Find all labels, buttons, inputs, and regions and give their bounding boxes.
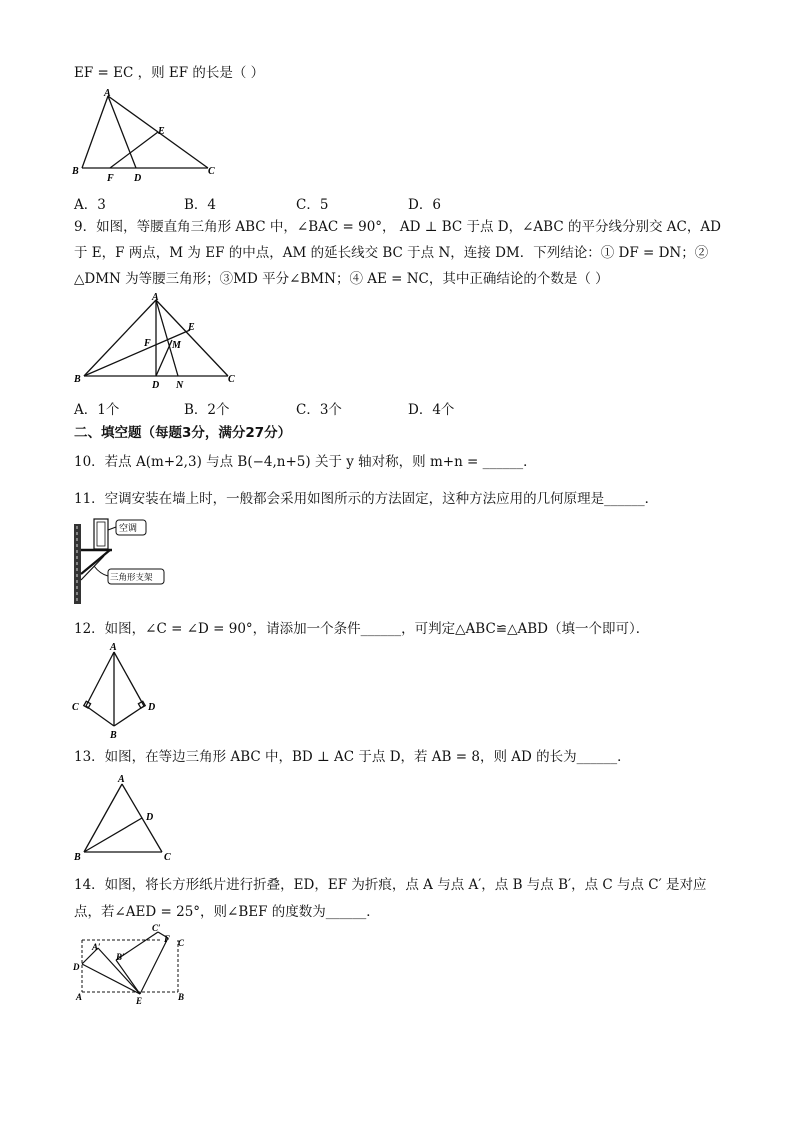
q14-label-b: B	[178, 992, 185, 1002]
q13-label-c: C	[164, 852, 171, 863]
q14-figure	[70, 920, 200, 1006]
q9-text-line1: 9．如图，等腰直角三角形 ABC 中，∠BAC = 90°， AD ⊥ BC 于点 D，∠ABC 的平分线分别交 AC，AD	[74, 219, 721, 235]
q12-label-a: A	[110, 642, 117, 653]
q8-label-f: F	[107, 173, 114, 184]
q12-label-b: B	[110, 730, 117, 740]
q9-label-m: M	[172, 340, 181, 351]
q9-label-e: E	[188, 322, 195, 333]
q13-figure	[70, 772, 180, 864]
q14-label-e: E	[136, 996, 143, 1006]
q8-label-d: D	[134, 173, 142, 184]
q8-label-e: E	[158, 126, 165, 137]
q14-label-d: D	[73, 962, 80, 972]
q10-text: 10．若点 A(m+2,3) 与点 B(−4,n+5) 关于 y 轴对称，则 m+n = ______．	[74, 454, 537, 470]
q14-label-b-prime: B′	[116, 952, 125, 962]
q13-text: 13．如图，在等边三角形 ABC 中，BD ⊥ AC 于点 D，若 AB = 8，则 AD 的长为______．	[74, 749, 631, 765]
q14-label-a: A	[76, 992, 83, 1002]
q9-figure	[72, 292, 242, 392]
q14-label-c-prime: C′	[152, 923, 161, 933]
q8-text: EF = EC ，则 EF 的长是（ ）	[74, 65, 265, 81]
q9-label-f: F	[144, 338, 151, 349]
q9-text-line2: 于 E，F 两点，M 为 EF 的中点，AM 的延长线交 BC 于点 N，连接 DM．下列结论：① DF = DN；②	[74, 245, 709, 261]
q12-figure	[70, 640, 160, 740]
q14-text-line2: 点，若∠AED = 25°，则∠BEF 的度数为______．	[74, 904, 380, 920]
q11-label-bracket: 三角形支架	[110, 573, 153, 583]
q11-text: 11．空调安装在墙上时，一般都会采用如图所示的方法固定，这种方法应用的几何原理是______．	[74, 491, 659, 507]
q9-label-n: N	[176, 380, 184, 391]
q12-label-c: C	[72, 702, 79, 713]
q13-label-d: D	[146, 812, 154, 823]
q9-label-a: A	[152, 292, 159, 303]
q8-figure	[70, 86, 230, 186]
q11-figure	[72, 516, 172, 606]
q8-option-b[interactable]: B．4	[184, 197, 217, 213]
q13-label-a: A	[118, 774, 125, 785]
q9-option-c[interactable]: C．3个	[296, 402, 342, 418]
section-title: 二、填空题（每题3分，满分27分）	[74, 425, 292, 441]
q8-option-d[interactable]: D．6	[408, 197, 441, 213]
q14-text-line1: 14．如图，将长方形纸片进行折叠，ED，EF 为折痕，点 A 与点 A′，点 B 与点 B′，点 C 与点 C′ 是对应	[74, 877, 707, 893]
q9-option-d[interactable]: D．4个	[408, 402, 455, 418]
q8-option-a[interactable]: A．3	[74, 197, 106, 213]
q14-label-a-prime: A′	[92, 942, 101, 952]
q12-label-d: D	[148, 702, 156, 713]
q8-label-a: A	[104, 88, 111, 99]
q11-label-air-conditioner: 空调	[119, 524, 138, 534]
q9-label-c: C	[228, 374, 235, 385]
q8-label-b: B	[72, 166, 79, 177]
q12-text: 12．如图，∠C = ∠D = 90°，请添加一个条件______，可判定△ABC≌△ABD（填一个即可）．	[74, 621, 650, 637]
q14-label-c: C	[178, 938, 185, 948]
q9-text-line3: △DMN 为等腰三角形；③MD 平分∠BMN；④ AE = NC，其中正确结论的个数是（ ）	[74, 271, 609, 287]
q9-option-a[interactable]: A．1个	[74, 402, 120, 418]
q9-label-b: B	[74, 374, 81, 385]
q8-label-c: C	[208, 166, 215, 177]
q9-option-b[interactable]: B．2个	[184, 402, 230, 418]
q9-label-d: D	[152, 380, 160, 391]
q8-option-c[interactable]: C．5	[296, 197, 329, 213]
q13-label-b: B	[74, 852, 81, 863]
q14-label-f: F	[164, 934, 171, 944]
